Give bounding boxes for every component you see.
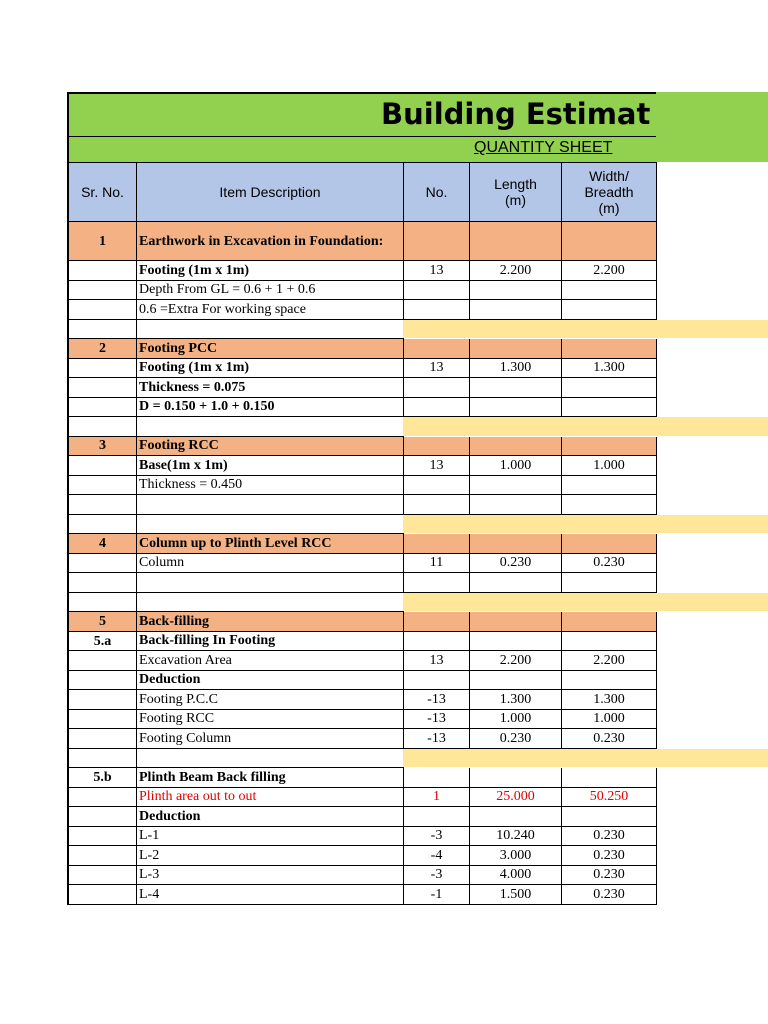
spacer-band — [403, 749, 768, 768]
item-description-cell[interactable] — [137, 495, 404, 515]
spacer-cell — [67, 515, 137, 535]
sr-no-cell[interactable] — [67, 827, 137, 847]
length-cell[interactable] — [470, 300, 562, 320]
cell-text: 1.300 — [499, 360, 532, 376]
cell-text: 2 — [99, 340, 106, 356]
cell-text: 13 — [429, 457, 444, 473]
cell-text: -4 — [430, 847, 443, 863]
cell-text: 0.230 — [593, 886, 625, 902]
length-cell[interactable] — [470, 554, 562, 574]
cell-text: 13 — [429, 262, 444, 278]
item-description-cell[interactable] — [137, 690, 404, 710]
no-cell[interactable] — [404, 788, 470, 808]
cell-text: 10.240 — [496, 828, 535, 844]
item-description-cell[interactable] — [137, 846, 404, 866]
cell-text: 1.000 — [499, 457, 532, 473]
sr-no-cell[interactable] — [67, 651, 137, 671]
header-width-unit: (m) — [598, 200, 620, 216]
width-cell[interactable] — [562, 495, 657, 515]
length-cell[interactable] — [470, 222, 562, 261]
cell-text: 5.a — [93, 633, 112, 649]
item-description-cell[interactable] — [137, 729, 404, 749]
cell-text: 1.000 — [593, 711, 625, 727]
item-description-cell[interactable] — [137, 710, 404, 730]
cell-text: D = 0.150 + 1.0 + 0.150 — [139, 399, 275, 415]
length-cell[interactable] — [470, 866, 562, 886]
cell-text: 0.230 — [499, 730, 532, 746]
spacer-cell — [67, 320, 137, 340]
cell-text: 0.230 — [593, 555, 625, 571]
cell-text: 0.230 — [499, 555, 532, 571]
item-description-cell[interactable] — [137, 612, 404, 632]
width-cell[interactable] — [562, 398, 657, 418]
item-description-cell[interactable] — [137, 476, 404, 496]
no-cell[interactable] — [404, 476, 470, 496]
cell-text: Footing (1m x 1m) — [139, 360, 250, 376]
no-cell[interactable] — [404, 495, 470, 515]
no-cell[interactable] — [404, 827, 470, 847]
length-cell[interactable] — [470, 495, 562, 515]
header-item-label: Item Description — [219, 184, 321, 200]
header-no — [404, 162, 470, 222]
header-length — [470, 162, 562, 222]
cell-text: Column — [139, 555, 185, 571]
cell-text: 4 — [99, 535, 106, 551]
length-cell[interactable] — [470, 398, 562, 418]
header-breadth-label: Breadth — [584, 184, 634, 200]
sr-no-cell[interactable] — [67, 554, 137, 574]
length-cell[interactable] — [470, 846, 562, 866]
header-sr-no — [67, 162, 137, 222]
item-description-cell[interactable] — [137, 554, 404, 574]
width-cell[interactable] — [562, 632, 657, 652]
cell-text: Thickness = 0.075 — [139, 379, 246, 395]
width-cell[interactable] — [562, 476, 657, 496]
header-item-description — [137, 162, 404, 222]
width-cell[interactable] — [562, 710, 657, 730]
length-cell[interactable] — [470, 690, 562, 710]
length-cell[interactable] — [470, 807, 562, 827]
no-cell[interactable] — [404, 261, 470, 281]
no-cell[interactable] — [404, 534, 470, 554]
width-cell[interactable] — [562, 827, 657, 847]
item-description-cell[interactable] — [137, 807, 404, 827]
no-cell[interactable] — [404, 437, 470, 457]
cell-text: Column up to Plinth Level RCC — [139, 535, 332, 551]
sr-no-cell[interactable] — [67, 437, 137, 457]
cell-text: 3 — [99, 438, 106, 454]
no-cell[interactable] — [404, 554, 470, 574]
spacer-cell — [137, 320, 404, 340]
item-description-cell[interactable] — [137, 398, 404, 418]
item-description-cell[interactable] — [137, 885, 404, 905]
no-cell[interactable] — [404, 456, 470, 476]
sr-no-cell[interactable] — [67, 378, 137, 398]
cell-text: Depth From GL = 0.6 + 1 + 0.6 — [139, 282, 316, 298]
cell-text: -13 — [427, 730, 446, 746]
length-cell[interactable] — [470, 885, 562, 905]
cell-text: 2.200 — [593, 652, 625, 668]
spacer-cell — [137, 515, 404, 535]
cell-text: Thickness = 0.450 — [139, 477, 243, 493]
header-length-label: Length — [494, 176, 537, 192]
cell-text: 0.230 — [593, 867, 625, 883]
length-cell[interactable] — [470, 651, 562, 671]
width-cell[interactable] — [562, 437, 657, 457]
width-cell[interactable] — [562, 281, 657, 301]
cell-text: 1.500 — [499, 886, 532, 902]
spacer-band — [403, 515, 768, 534]
length-cell[interactable] — [470, 456, 562, 476]
cell-text: L-1 — [139, 828, 160, 844]
spacer-cell — [67, 749, 137, 769]
cell-text: -3 — [430, 867, 443, 883]
item-description-cell[interactable] — [137, 651, 404, 671]
cell-text: Footing (1m x 1m) — [139, 262, 250, 278]
spacer-band — [403, 320, 768, 339]
width-cell[interactable] — [562, 729, 657, 749]
no-cell[interactable] — [404, 359, 470, 379]
no-cell[interactable] — [404, 612, 470, 632]
sr-no-cell[interactable] — [67, 495, 137, 515]
title-band-overflow — [656, 92, 768, 162]
cell-text: Base(1m x 1m) — [139, 457, 228, 473]
width-cell[interactable] — [562, 378, 657, 398]
item-description-cell[interactable] — [137, 788, 404, 808]
no-cell[interactable] — [404, 729, 470, 749]
cell-text: L-2 — [139, 847, 160, 863]
no-cell[interactable] — [404, 378, 470, 398]
cell-text: 11 — [429, 555, 444, 571]
length-cell[interactable] — [470, 437, 562, 457]
cell-text: -1 — [430, 886, 443, 902]
item-description-cell[interactable] — [137, 222, 404, 261]
item-description-cell[interactable] — [137, 437, 404, 457]
sr-no-cell[interactable] — [67, 261, 137, 281]
sr-no-cell[interactable] — [67, 632, 137, 652]
cell-text: 4.000 — [499, 867, 532, 883]
cell-text: Earthwork in Excavation in Foundation: — [139, 233, 384, 249]
length-cell[interactable] — [470, 710, 562, 730]
sr-no-cell[interactable] — [67, 222, 137, 261]
sr-no-cell[interactable] — [67, 573, 137, 593]
width-cell[interactable] — [562, 261, 657, 281]
cell-text: 0.230 — [593, 730, 625, 746]
sr-no-cell[interactable] — [67, 710, 137, 730]
cell-text: -3 — [430, 828, 443, 844]
cell-text: -13 — [427, 691, 446, 707]
sr-no-cell[interactable] — [67, 866, 137, 886]
width-cell[interactable] — [562, 359, 657, 379]
spacer-cell — [67, 417, 137, 437]
width-cell[interactable] — [562, 300, 657, 320]
cell-text: Excavation Area — [139, 652, 232, 668]
length-cell[interactable] — [470, 281, 562, 301]
item-description-cell[interactable] — [137, 827, 404, 847]
width-cell[interactable] — [562, 768, 657, 788]
cell-text: Footing PCC — [139, 340, 218, 356]
length-cell[interactable] — [470, 827, 562, 847]
title-clip — [67, 92, 656, 162]
length-cell[interactable] — [470, 573, 562, 593]
cell-text: 1 — [99, 233, 106, 249]
item-description-cell[interactable] — [137, 281, 404, 301]
cell-text: L-3 — [139, 867, 160, 883]
cell-text: 2.200 — [499, 262, 532, 278]
sr-no-cell[interactable] — [67, 534, 137, 554]
sr-no-cell[interactable] — [67, 690, 137, 710]
no-cell[interactable] — [404, 671, 470, 691]
width-cell[interactable] — [562, 846, 657, 866]
sr-no-cell[interactable] — [67, 456, 137, 476]
item-description-cell[interactable] — [137, 261, 404, 281]
length-cell[interactable] — [470, 729, 562, 749]
sr-no-cell[interactable] — [67, 846, 137, 866]
item-description-cell[interactable] — [137, 339, 404, 359]
header-width — [562, 162, 657, 222]
cell-text: 5.b — [93, 770, 112, 785]
sr-no-cell[interactable] — [67, 281, 137, 301]
length-cell[interactable] — [470, 378, 562, 398]
length-cell[interactable] — [470, 768, 562, 788]
width-cell[interactable] — [562, 573, 657, 593]
no-cell[interactable] — [404, 300, 470, 320]
no-cell[interactable] — [404, 768, 470, 788]
length-cell[interactable] — [470, 359, 562, 379]
no-cell[interactable] — [404, 690, 470, 710]
cell-text: 2.200 — [499, 652, 532, 668]
cell-text: 25.000 — [496, 789, 535, 805]
no-cell[interactable] — [404, 710, 470, 730]
cell-text: 13 — [429, 652, 444, 668]
cell-text: 13 — [429, 360, 444, 376]
item-description-cell[interactable] — [137, 768, 404, 788]
cell-text: 0.6 =Extra For working space — [139, 301, 306, 317]
sr-no-cell[interactable] — [67, 359, 137, 379]
cell-text: 1.300 — [593, 360, 625, 376]
cell-text: 1.000 — [593, 457, 625, 473]
width-cell[interactable] — [562, 339, 657, 359]
sr-no-cell[interactable] — [67, 671, 137, 691]
cell-text: Deduction — [139, 672, 201, 688]
width-cell[interactable] — [562, 222, 657, 261]
no-cell[interactable] — [404, 281, 470, 301]
cell-text: Plinth area out to out — [139, 789, 257, 805]
cell-text: Footing P.C.C — [139, 691, 218, 707]
header-sr-no-label: Sr. No. — [81, 184, 124, 200]
length-cell[interactable] — [470, 788, 562, 808]
sr-no-cell[interactable] — [67, 807, 137, 827]
item-description-cell[interactable] — [137, 671, 404, 691]
width-cell[interactable] — [562, 885, 657, 905]
item-description-cell[interactable] — [137, 573, 404, 593]
no-cell[interactable] — [404, 651, 470, 671]
cell-text: 1.000 — [499, 711, 532, 727]
width-cell[interactable] — [562, 690, 657, 710]
item-description-cell[interactable] — [137, 632, 404, 652]
cell-text: Footing RCC — [139, 438, 219, 454]
sr-no-cell[interactable] — [67, 729, 137, 749]
cell-text: Footing Column — [139, 730, 232, 746]
width-cell[interactable] — [562, 651, 657, 671]
length-cell[interactable] — [470, 534, 562, 554]
sr-no-cell[interactable] — [67, 788, 137, 808]
spacer-cell — [137, 749, 404, 769]
length-cell[interactable] — [470, 632, 562, 652]
item-description-cell[interactable] — [137, 866, 404, 886]
cell-text: 1.300 — [499, 691, 532, 707]
width-cell[interactable] — [562, 612, 657, 632]
cell-text: 0.230 — [593, 828, 625, 844]
sr-no-cell[interactable] — [67, 768, 137, 788]
length-cell[interactable] — [470, 261, 562, 281]
no-cell[interactable] — [404, 573, 470, 593]
spacer-cell — [137, 417, 404, 437]
sr-no-cell[interactable] — [67, 339, 137, 359]
cell-text: Plinth Beam Back filling — [139, 769, 286, 785]
length-cell[interactable] — [470, 612, 562, 632]
item-description-cell[interactable] — [137, 359, 404, 379]
cell-text: 1 — [433, 789, 440, 805]
no-cell[interactable] — [404, 339, 470, 359]
header-no-label: No. — [425, 184, 448, 200]
length-cell[interactable] — [470, 476, 562, 496]
item-description-cell[interactable] — [137, 300, 404, 320]
sr-no-cell[interactable] — [67, 476, 137, 496]
cell-text: 5 — [99, 613, 106, 629]
cell-text: 1.300 — [593, 691, 625, 707]
cell-text: -13 — [427, 711, 446, 727]
spacer-cell — [137, 593, 404, 613]
cell-text: Footing RCC — [139, 711, 215, 727]
length-cell[interactable] — [470, 339, 562, 359]
sr-no-cell[interactable] — [67, 398, 137, 418]
header-width-label: Width/ — [589, 168, 629, 184]
width-cell[interactable] — [562, 554, 657, 574]
sheet-title: Building Estimat — [381, 97, 651, 131]
sr-no-cell[interactable] — [67, 612, 137, 632]
item-description-cell[interactable] — [137, 534, 404, 554]
header-length-unit: (m) — [505, 192, 526, 208]
cell-text: 50.250 — [589, 789, 629, 805]
item-description-cell[interactable] — [137, 456, 404, 476]
sr-no-cell[interactable] — [67, 885, 137, 905]
cell-text: L-4 — [139, 886, 160, 902]
width-cell[interactable] — [562, 534, 657, 554]
width-cell[interactable] — [562, 456, 657, 476]
no-cell[interactable] — [404, 866, 470, 886]
width-cell[interactable] — [562, 866, 657, 886]
cell-text: 2.200 — [593, 262, 625, 278]
no-cell[interactable] — [404, 885, 470, 905]
sr-no-cell[interactable] — [67, 300, 137, 320]
sheet-subtitle: QUANTITY SHEET — [474, 139, 613, 156]
item-description-cell[interactable] — [137, 378, 404, 398]
spacer-cell — [67, 593, 137, 613]
no-cell[interactable] — [404, 846, 470, 866]
width-cell[interactable] — [562, 671, 657, 691]
width-cell[interactable] — [562, 788, 657, 808]
length-cell[interactable] — [470, 671, 562, 691]
no-cell[interactable] — [404, 222, 470, 261]
cell-text: 0.230 — [593, 847, 625, 863]
width-cell[interactable] — [562, 807, 657, 827]
cell-text: Back-filling In Footing — [139, 633, 276, 649]
spacer-band — [403, 417, 768, 436]
spacer-band — [403, 593, 768, 612]
cell-text: 3.000 — [499, 847, 532, 863]
cell-text: Deduction — [139, 808, 201, 824]
no-cell[interactable] — [404, 632, 470, 652]
no-cell[interactable] — [404, 398, 470, 418]
cell-text: Back-filling — [139, 613, 210, 629]
no-cell[interactable] — [404, 807, 470, 827]
